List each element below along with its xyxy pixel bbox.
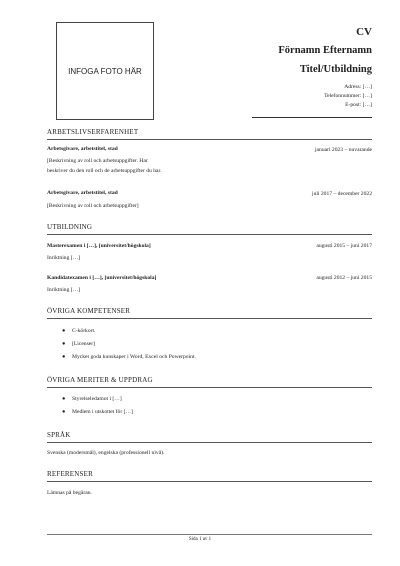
education-desc-2: Inriktning […] bbox=[47, 287, 81, 293]
email-line: E-post: […] bbox=[345, 102, 372, 108]
section-references-title: REFERENSER bbox=[47, 470, 93, 478]
section-education-title: UTBILDNING bbox=[47, 223, 93, 231]
header-divider bbox=[252, 117, 372, 118]
section-skills-rule bbox=[47, 318, 372, 319]
section-references-rule bbox=[47, 481, 372, 482]
skill-item-1: C-körkort. bbox=[72, 328, 96, 334]
languages-text: Svenska (modersmål), engelska (professionell nivå). bbox=[47, 450, 165, 456]
experience-dates-2: juli 2017 – december 2022 bbox=[312, 191, 372, 197]
section-experience-title: ARBETSLIVSERFARENHET bbox=[47, 128, 139, 136]
page-number: Sida 1 av 1 bbox=[188, 537, 212, 542]
photo-placeholder-label: INFOGA FOTO HÄR bbox=[68, 66, 142, 76]
bullet-icon: ● bbox=[62, 341, 66, 347]
references-text: Lämnas på begäran. bbox=[47, 490, 92, 496]
experience-desc-1b: beskriver du den roll och de arbetsuppgifter du har. bbox=[47, 168, 162, 174]
experience-dates-1: januari 2023 – nuvarande bbox=[314, 147, 372, 153]
section-skills-title: ÖVRIGA KOMPETENSER bbox=[47, 307, 131, 315]
experience-role-1: Arbetsgivare, arbetstitel, stad bbox=[47, 146, 118, 152]
cv-heading: CV bbox=[356, 26, 372, 38]
skill-item-3: Mycket goda kunskaper i Word, Excel och Powerpoint. bbox=[72, 354, 196, 360]
title-education: Titel/Utbildning bbox=[299, 64, 372, 75]
photo-placeholder[interactable] bbox=[56, 22, 154, 120]
skill-item-2: [Licenser] bbox=[72, 341, 95, 347]
section-merits-title: ÖVRIGA MERITER & UPPDRAG bbox=[47, 376, 153, 384]
full-name: Förnamn Efternamn bbox=[278, 45, 372, 56]
bullet-icon: ● bbox=[62, 409, 66, 415]
education-desc-1: Inriktning […] bbox=[47, 255, 81, 261]
merit-item-1: Styrelseledamot i […] bbox=[72, 396, 122, 402]
contact-block bbox=[324, 83, 372, 110]
section-languages-title: SPRÅK bbox=[47, 431, 71, 439]
address-line: Adress: […] bbox=[344, 84, 372, 90]
section-education-rule bbox=[47, 234, 372, 235]
bullet-icon: ● bbox=[62, 396, 66, 402]
section-experience-rule bbox=[47, 139, 372, 140]
experience-desc-2: [Beskrivning av roll och arbetsuppgifter] bbox=[47, 203, 139, 209]
bullet-icon: ● bbox=[62, 354, 66, 360]
bullet-icon: ● bbox=[62, 328, 66, 334]
footer-divider bbox=[47, 534, 372, 535]
merit-item-2: Medlem i utskottet för […] bbox=[72, 409, 133, 415]
education-degree-2: Kandidatexamen i […], [universitet/högskola] bbox=[47, 275, 157, 281]
education-dates-1: augusti 2015 – juni 2017 bbox=[316, 243, 372, 249]
experience-desc-1a: [Beskrivning av roll och arbetsuppgifter. Har bbox=[47, 158, 148, 164]
education-dates-2: augusti 2012 – juni 2015 bbox=[316, 275, 372, 281]
phone-line: Telefonnummer: […] bbox=[324, 93, 372, 99]
section-languages-rule bbox=[47, 442, 372, 443]
section-merits-rule bbox=[47, 387, 372, 388]
experience-role-2: Arbetsgivare, arbetstitel, stad bbox=[47, 190, 118, 196]
education-degree-1: Masterexamen i […], [universitet/högskola] bbox=[47, 243, 151, 249]
